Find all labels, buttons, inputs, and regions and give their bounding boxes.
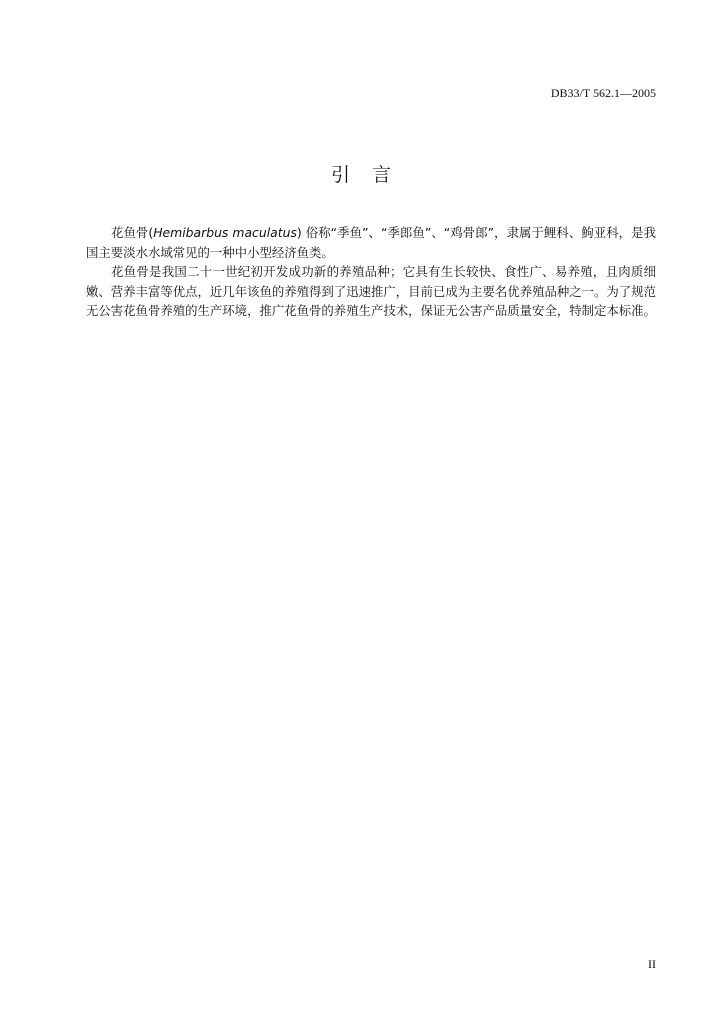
- paragraph-2: 花鱼骨是我国二十一世纪初开发成功新的养殖品种；它具有生长较快、食性广、易养殖，且肉质细嫩、营养丰富等优点，近几年该鱼的养殖得到了迅速推广，目前已成为主要名优养殖品种之一。为了规范无公害花鱼骨养殖的生产环境，推广花鱼骨的养殖生产技术，保证无公害产品质量安全，特制定本标准。: [86, 264, 656, 319]
- latin-species-name: Hemibarbus maculatus: [153, 225, 297, 240]
- paragraph-1-end: ) 俗称“季鱼”、“季郎鱼”、“鸡骨郎”，隶属于鲤科、鮈亚科，是我国主要淡水水域常见的一种中小型经济鱼类。: [86, 225, 656, 260]
- standard-code: DB33/T 562.1—2005: [550, 86, 656, 100]
- paragraph-1-start: 花鱼骨(: [111, 225, 154, 240]
- section-title: 引言: [330, 164, 413, 186]
- page-number: II: [648, 957, 656, 971]
- paragraph-1: [86, 223, 656, 262]
- introduction-body: [86, 223, 656, 321]
